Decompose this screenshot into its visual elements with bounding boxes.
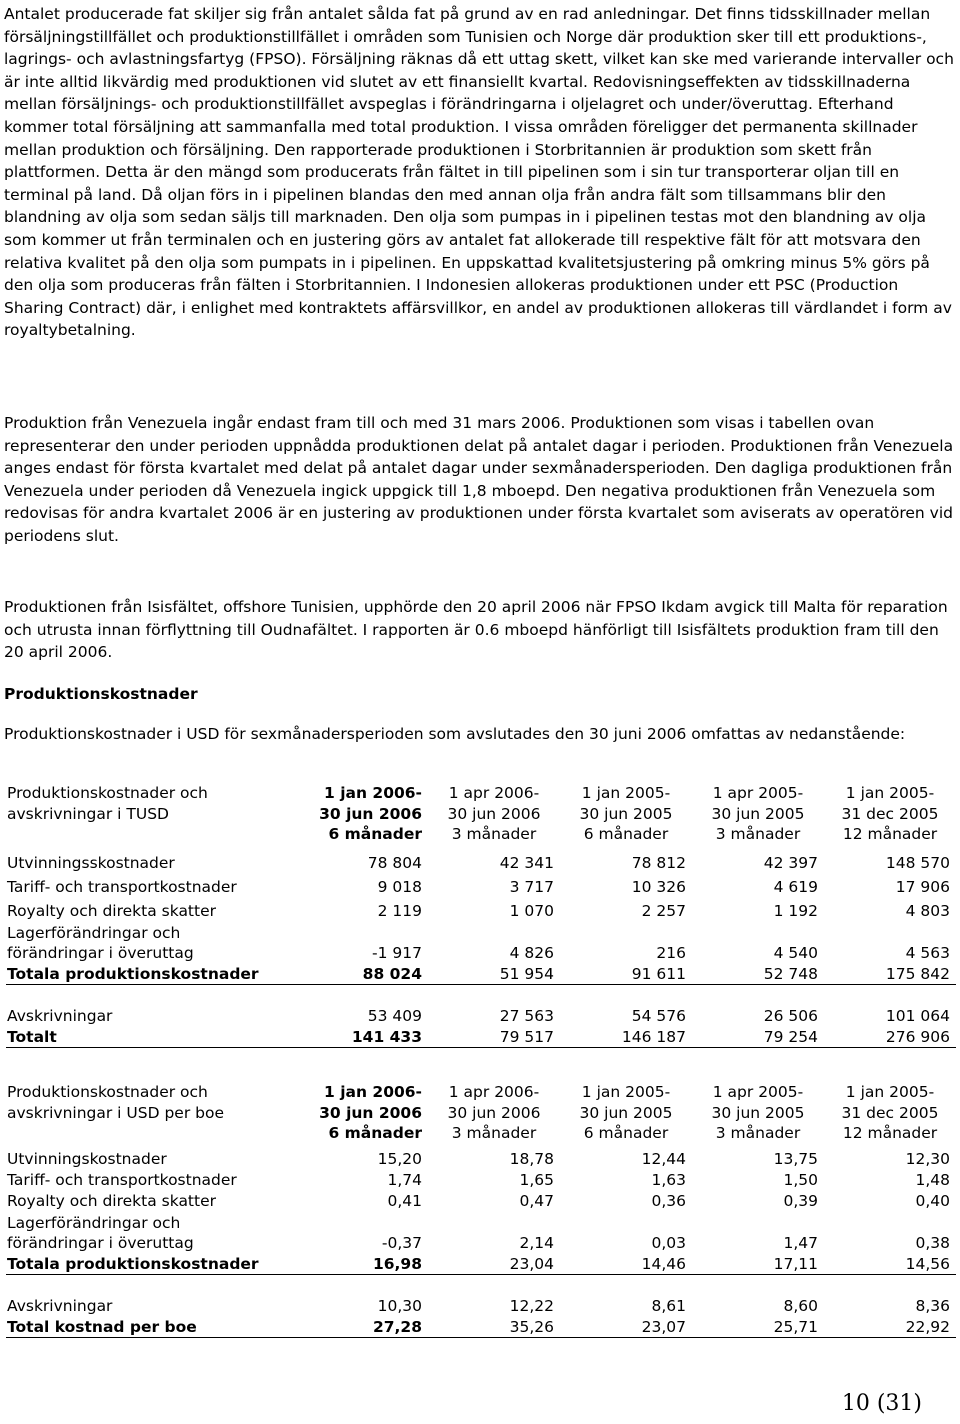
cell-value: 148 570	[885, 853, 950, 872]
cell-value: 88 024	[296, 963, 428, 985]
column-header-line: 1 apr 2005-	[712, 784, 804, 802]
column-header-line: 31 dec 2005	[841, 1103, 939, 1122]
cell-value: 78 804	[367, 853, 422, 872]
cell-value: 2,14	[519, 1233, 554, 1252]
paragraph-venezuela: Produktion från Venezuela ingår endast fram till och med 31 mars 2006. Produktionen som visas i tabellen ovan representerar den under perioden uppnådda produktionen delat på antalet dagar i perioden. Produktionen från Venezuela anges endast för första kvartalet med delat på antalet dagar under sexmånadersperioden. Den dagliga produktionen från Venezuela under perioden då Venezuela ingick uppgick till 1,8 mboepd. Den negativa produktionen från Venezuela som redovisas för andra kvartalet 2006 är en justering av produktionen under första kvartalet som aviserats av operatören vid periodens slut.	[4, 414, 954, 545]
column-header-line: 30 jun 2005	[711, 804, 805, 823]
column-header-line: 30 jun 2005	[579, 804, 673, 823]
cell-value: 1 070	[509, 901, 554, 920]
column-header-line: 30 jun 2006	[319, 1103, 422, 1122]
cell-value: 12,22	[509, 1296, 554, 1315]
column-header-line: 1 jan 2005-	[845, 1083, 935, 1101]
row-label: Totala produktionskostnader	[6, 1253, 296, 1275]
cell-value: 25,71	[692, 1316, 824, 1338]
column-header-line: 1 apr 2006-	[448, 784, 540, 802]
header-label-line: Produktionskostnader och	[7, 784, 208, 802]
row-label-line: förändringar i överuttag	[7, 943, 194, 962]
cell-value: 13,75	[773, 1149, 818, 1168]
table-row	[6, 873, 956, 897]
row-label-line: Lagerförändringar och	[7, 923, 181, 942]
row-label: Avskrivningar	[7, 1006, 113, 1025]
spacer-row	[6, 984, 956, 1005]
cell-value: 79 254	[692, 1026, 824, 1048]
cell-value: 0,38	[915, 1233, 950, 1252]
table-row	[6, 897, 956, 921]
table-row	[6, 849, 956, 873]
cell-value: 101 064	[885, 1006, 950, 1025]
column-header	[428, 1082, 560, 1148]
row-label-line: förändringar i överuttag	[7, 1233, 194, 1252]
column-header-line: 1 jan 2005-	[581, 1083, 671, 1101]
cell-value: 1,47	[783, 1233, 818, 1252]
table-header-row	[6, 1082, 956, 1148]
cell-value: 216	[656, 943, 686, 962]
row-label: Totalt	[6, 1026, 296, 1048]
column-header-line: 3 månader	[451, 825, 537, 843]
cell-value: 276 906	[824, 1026, 956, 1048]
cell-value: -0,37	[381, 1233, 422, 1252]
row-label	[6, 921, 296, 963]
cell-value: 141 433	[296, 1026, 428, 1048]
cell-value: 0,40	[915, 1191, 950, 1210]
table-row	[6, 1190, 956, 1211]
paragraph-production-vs-sales: Antalet producerade fat skiljer sig från antalet sålda fat på grund av en rad anledningar. Det finns tidsskillnader mellan försäljningstillfället och produktionstillfället i områden som Tunisien och Norge där produktion sker till ett produktions-, lagrings- och avlastningsfartyg (FPSO). Försäljning räknas då ett uttag skett, vilket kan ske med varierande intervaller och är inte alltid likvärdig med produktionen vid slutet av ett finansiellt kvartal. Redovisningseffekten av tidsskillnaderna mellan försäljnings- och produktionstillfället avspeglas i förändringarna i oljelagret och under/överuttag. Efterhand kommer total försäljning att sammanfalla med total produktion. I vissa områden föreligger det permanenta skillnader mellan produktion och försäljning. Den rapporterade produktionen i Storbritannien är produktion som skett från plattformen. Detta är den mängd som producerats från fältet in till pipelinen som i sin tur transporterar oljan till en terminal på land. Då oljan förs in i pipelinen blandas den med annan olja från andra fält som tillsammans blir den blandning av olja som sedan säljs till marknaden. Den olja som pumpas in i pipelinen testas mot den blandning av olja som kommer ut från terminalen och en justering görs av antalet fat allokerade till respektive fält för att motsvara den relativa kvalitet på den olja som pumpats in i pipelinen. En uppskattad kvalitetsjustering på omkring minus 5% görs på den olja som produceras från fälten i Storbritannien. I Indonesien allokeras produktionen under ett PSC (Production Sharing Contract) där, i enlighet med kontraktets affärsvillkor, en andel av produktionen allokeras till värdlandet i form av royaltybetalning.	[4, 5, 954, 340]
header-label-line: avskrivningar i TUSD	[7, 804, 169, 823]
row-label: Utvinningsskostnader	[7, 853, 175, 872]
column-header-line: 3 månader	[715, 1124, 801, 1142]
cell-value: 16,98	[296, 1253, 428, 1275]
column-header-line: 6 månader	[328, 1124, 422, 1142]
column-header-line: 30 jun 2005	[711, 1103, 805, 1122]
spacer-row	[6, 1274, 956, 1295]
paragraph-isis-field: Produktionen från Isisfältet, offshore Tunisien, upphörde den 20 april 2006 när FPSO Ikdam avgick till Malta för reparation och utrusta innan förflyttning till Oudnafältet. I rapporten är 0.6 mboepd hänförligt till Isisfältets produktion fram till den 20 april 2006.	[4, 598, 948, 662]
column-header-line: 30 jun 2006	[319, 804, 422, 823]
cell-value: 53 409	[367, 1006, 422, 1025]
cell-value: 8,60	[783, 1296, 818, 1315]
cell-value: 175 842	[824, 963, 956, 985]
cell-value: 23,07	[560, 1316, 692, 1338]
cell-value: 42 341	[499, 853, 554, 872]
column-header	[296, 783, 428, 849]
column-header-line: 1 apr 2006-	[448, 1083, 540, 1101]
table-row	[6, 1295, 956, 1316]
total-row	[6, 1316, 956, 1338]
column-header	[824, 1082, 956, 1148]
production-costs-per-boe-table	[6, 1082, 956, 1338]
cell-value: 0,36	[651, 1191, 686, 1210]
column-header-line: 30 jun 2006	[447, 804, 541, 823]
cell-value: 17,11	[692, 1253, 824, 1275]
header-label	[6, 1082, 296, 1148]
cell-value: 4 563	[905, 943, 950, 962]
cell-value: 1,65	[519, 1170, 554, 1189]
column-header-line: 6 månader	[583, 1124, 669, 1142]
table-row	[6, 1211, 956, 1253]
cell-value: -1 917	[372, 943, 422, 962]
page-number: 10 (31)	[841, 1391, 922, 1416]
column-header	[560, 783, 692, 849]
section-heading: Produktionskostnader	[4, 685, 198, 703]
row-label: Totala produktionskostnader	[6, 963, 296, 985]
column-header	[692, 1082, 824, 1148]
column-header	[428, 783, 560, 849]
row-label: Royalty och direkta skatter	[7, 1191, 217, 1210]
table-row	[6, 1148, 956, 1169]
cell-value: 0,03	[651, 1233, 686, 1252]
cell-value: 23,04	[428, 1253, 560, 1275]
cell-value: 79 517	[428, 1026, 560, 1048]
cell-value: 0,41	[387, 1191, 422, 1210]
cell-value: 14,56	[824, 1253, 956, 1275]
cell-value: 51 954	[428, 963, 560, 985]
column-header	[560, 1082, 692, 1148]
cell-value: 42 397	[763, 853, 818, 872]
header-label-line: avskrivningar i USD per boe	[7, 1103, 224, 1122]
column-header-line: 1 apr 2005-	[712, 1083, 804, 1101]
row-label: Utvinningskostnader	[7, 1149, 167, 1168]
column-header-line: 30 jun 2005	[579, 1103, 673, 1122]
table-header-row	[6, 783, 956, 849]
cell-value: 12,30	[905, 1149, 950, 1168]
cell-value: 9 018	[377, 877, 422, 896]
cell-value: 3 717	[509, 877, 554, 896]
column-header-line: 1 jan 2005-	[845, 784, 935, 802]
cell-value: 1,74	[387, 1170, 422, 1189]
column-header	[692, 783, 824, 849]
cell-value: 4 619	[773, 877, 818, 896]
cell-value: 22,92	[824, 1316, 956, 1338]
column-header-line: 1 jan 2006-	[324, 1083, 422, 1101]
column-header-line: 6 månader	[328, 825, 422, 843]
total-row	[6, 1253, 956, 1275]
row-label: Royalty och direkta skatter	[7, 901, 217, 920]
row-label	[6, 1211, 296, 1253]
header-label-line: Produktionskostnader och	[7, 1083, 208, 1101]
row-label: Tariff- och transportkostnader	[7, 877, 237, 896]
cell-value: 0,47	[519, 1191, 554, 1210]
header-label	[6, 783, 296, 849]
column-header-line: 3 månader	[451, 1124, 537, 1142]
cell-value: 8,36	[915, 1296, 950, 1315]
cell-value: 146 187	[560, 1026, 692, 1048]
cell-value: 10,30	[377, 1296, 422, 1315]
cell-value: 0,39	[783, 1191, 818, 1210]
cell-value: 91 611	[560, 963, 692, 985]
cell-value: 1,63	[651, 1170, 686, 1189]
cell-value: 1,48	[915, 1170, 950, 1189]
cell-value: 35,26	[428, 1316, 560, 1338]
cell-value: 27 563	[499, 1006, 554, 1025]
table-row	[6, 1005, 956, 1026]
row-label: Avskrivningar	[7, 1296, 113, 1315]
cell-value: 14,46	[560, 1253, 692, 1275]
cell-value: 4 826	[509, 943, 554, 962]
cell-value: 4 803	[905, 901, 950, 920]
row-label-line: Lagerförändringar och	[7, 1213, 181, 1232]
cell-value: 54 576	[631, 1006, 686, 1025]
column-header-line: 12 månader	[842, 825, 938, 843]
total-row	[6, 963, 956, 985]
cell-value: 78 812	[631, 853, 686, 872]
cell-value: 18,78	[509, 1149, 554, 1168]
cell-value: 12,44	[641, 1149, 686, 1168]
column-header-line: 6 månader	[583, 825, 669, 843]
column-header-line: 30 jun 2006	[447, 1103, 541, 1122]
cell-value: 27,28	[296, 1316, 428, 1338]
column-header-line: 3 månader	[715, 825, 801, 843]
column-header-line: 31 dec 2005	[841, 804, 939, 823]
total-row	[6, 1026, 956, 1048]
cell-value: 4 540	[773, 943, 818, 962]
production-costs-tusd-table	[6, 783, 956, 1048]
cell-value: 52 748	[692, 963, 824, 985]
cell-value: 8,61	[651, 1296, 686, 1315]
column-header-line: 12 månader	[842, 1124, 938, 1142]
cell-value: 26 506	[763, 1006, 818, 1025]
cell-value: 10 326	[631, 877, 686, 896]
cell-value: 15,20	[377, 1149, 422, 1168]
column-header	[824, 783, 956, 849]
column-header-line: 1 jan 2005-	[581, 784, 671, 802]
row-label: Total kostnad per boe	[6, 1316, 296, 1338]
cell-value: 1,50	[783, 1170, 818, 1189]
cell-value: 2 119	[377, 901, 422, 920]
section-intro: Produktionskostnader i USD för sexmånadersperioden som avslutades den 30 juni 2006 omfattas av nedanstående:	[4, 725, 906, 743]
column-header-line: 1 jan 2006-	[324, 784, 422, 802]
column-header	[296, 1082, 428, 1148]
row-label: Tariff- och transportkostnader	[7, 1170, 237, 1189]
table-row	[6, 921, 956, 963]
cell-value: 17 906	[895, 877, 950, 896]
cell-value: 2 257	[641, 901, 686, 920]
cell-value: 1 192	[773, 901, 818, 920]
table-row	[6, 1169, 956, 1190]
